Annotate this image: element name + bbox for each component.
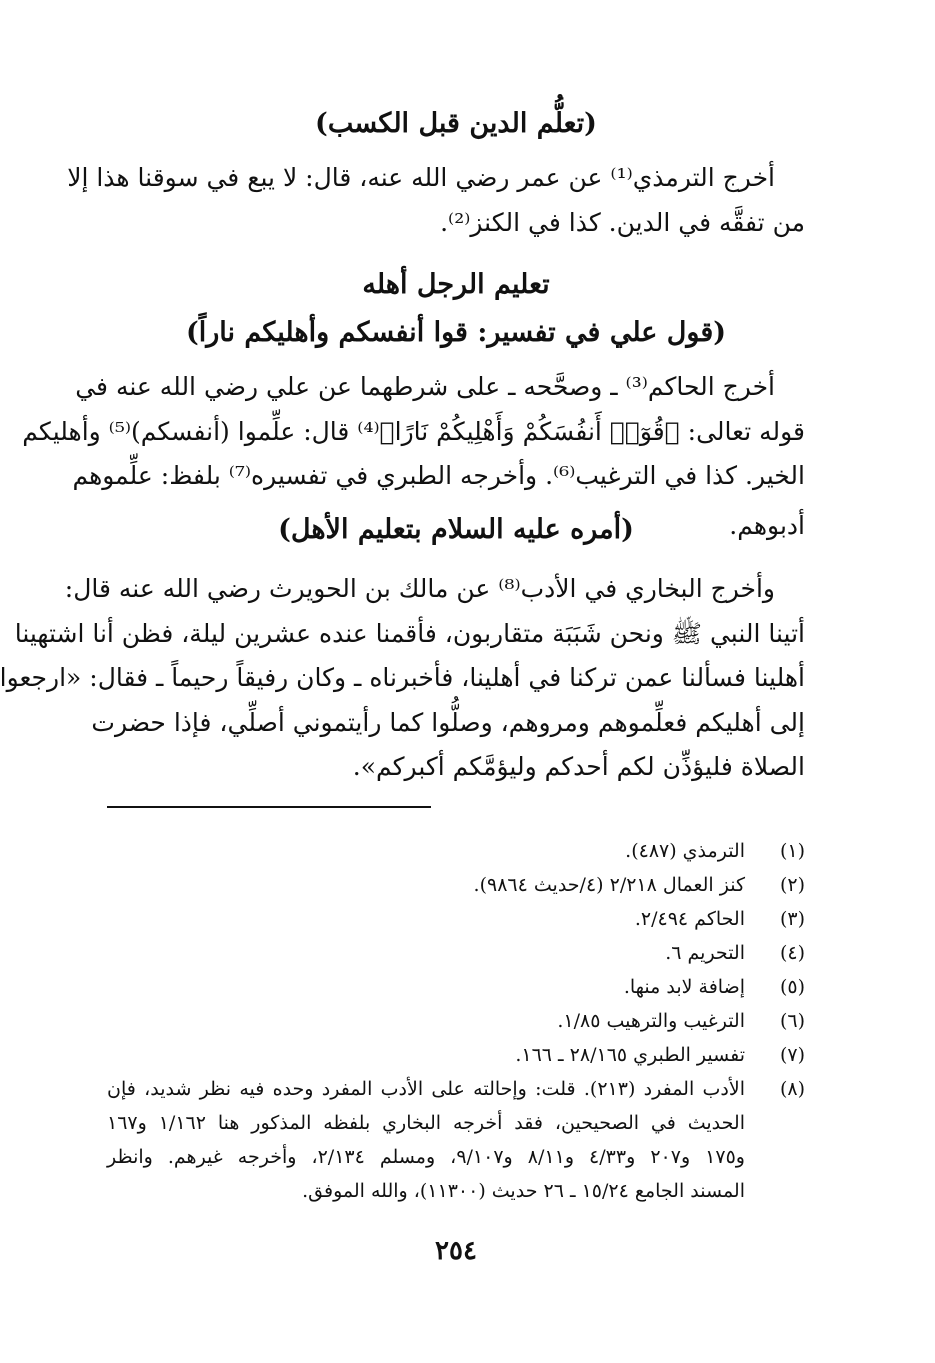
footnote-item <box>107 1072 805 1208</box>
footnote-number: (١) <box>779 840 805 862</box>
paragraph-tirmidhi <box>67 156 805 245</box>
footnote-item <box>107 1038 805 1072</box>
footnote-number: (٨) <box>779 1078 805 1100</box>
footnote-text: الأدب المفرد (٢١٣). قلت: وإحالته على الأدب المفرد وحده فيه نظر شديد، فإن <box>107 1078 745 1100</box>
text-line: أتينا النبي ﷺ ونحن شَبَبَة متقاربون، فأقمنا عنده عشرين ليلة، فظن أنا اشتهينا <box>14 618 805 648</box>
page-number: ٢٥٤ <box>435 1236 477 1266</box>
section-heading-learning-before-earning: (تعلُّم الدين قبل الكسب) <box>315 108 597 139</box>
footnote-separator <box>107 806 431 808</box>
text-line: الخير. كذا في الترغيب⁽⁶⁾. وأخرجه الطبري في تفسيره⁽⁷⁾ بلفظ: علِّموهم <box>72 461 805 490</box>
footnote-number: (٤) <box>779 942 805 964</box>
footnote-number: (٧) <box>779 1044 805 1066</box>
footnote-text: كنز العمال ٢/٢١٨ (٤/حديث ٩٨٦٤). <box>473 874 745 896</box>
footnote-text: إضافة لابد منها. <box>623 976 745 998</box>
footnote-text: الترمذي (٤٨٧). <box>625 840 745 862</box>
text-line: أخرج الترمذي⁽¹⁾ عن عمر رضي الله عنه، قال: لا يبع في سوقنا هذا إلا <box>67 163 775 192</box>
footnote-text: الترغيب والترهيب ١/٨٥. <box>557 1010 745 1032</box>
chapter-heading-teaching-family: تعليم الرجل أهله <box>362 269 550 300</box>
footnote-item <box>107 902 805 936</box>
text-line: أهلينا فسألنا عمن تركنا في أهلينا، فأخبرناه ـ وكان رفيقاً رحيماً ـ فقال: «ارجعوا <box>0 663 805 692</box>
footnote-text: الحاكم ٢/٤٩٤. <box>634 908 745 930</box>
paragraph-tail-with-heading <box>107 504 805 548</box>
footnote-item <box>107 970 805 1004</box>
footnote-number: (٥) <box>779 976 805 998</box>
paragraph-tail-text: أدبوهم. <box>729 511 805 540</box>
section-heading-ali-tafsir: (قول علي في تفسير: قوا أنفسكم وأهليكم ناراً) <box>185 317 727 348</box>
paragraph-hakim <box>22 365 805 499</box>
text-line: أخرج الحاكم⁽³⁾ ـ وصحَّحه ـ على شرطهما عن علي رضي الله عنه في <box>75 372 775 401</box>
section-heading-order-to-teach-family: (أمره عليه السلام بتعليم الأهل) <box>278 514 634 545</box>
text-line: إلى أهليكم فعلِّموهم ومروهم، وصلُّوا كما رأيتموني أصلِّي، فإذا حضرت <box>91 707 805 737</box>
footnote-number: (٢) <box>779 874 805 896</box>
footnote-text: و١٧٥ و٢٠٧ و٤/٣٣ و٨/١١ و٩/١٠٧، ومسلم ٢/١٣٤، وأخرجه غيرهم. وانظر <box>107 1146 745 1168</box>
footnote-number: (٣) <box>779 908 805 930</box>
footnote-number: (٦) <box>779 1010 805 1032</box>
footnotes-list <box>107 834 805 1208</box>
footnote-item <box>107 936 805 970</box>
paragraph-bukhari <box>0 567 805 790</box>
footnote-item <box>107 1004 805 1038</box>
footnote-text: المسند الجامع ١٥/٢٤ ـ ٢٦ حديث (١١٣٠٠)، والله الموفق. <box>302 1180 745 1202</box>
footnote-text: التحريم ٦. <box>665 942 745 964</box>
footnote-text: الحديث في الصحيحين، فقد أخرجه البخاري بلفظه المذكور هنا ١/١٦٢ و١٦٧ <box>107 1112 745 1134</box>
footnote-item <box>107 834 805 868</box>
text-line: من تفقَّه في الدين. كذا في الكنز⁽²⁾. <box>440 207 805 237</box>
text-line: قوله تعالى: ﴿قُوٓا۟ أَنفُسَكُمْ وَأَهْلِيكُمْ نَارًا﴾⁽⁴⁾ قال: علِّموا (أنفسكم)⁽⁵⁾ وأهليكم <box>22 416 805 446</box>
footnote-item <box>107 868 805 902</box>
text-line: وأخرج البخاري في الأدب⁽⁸⁾ عن مالك بن الحويرث رضي الله عنه قال: <box>64 574 775 603</box>
text-line: الصلاة فليؤذِّن لكم أحدكم وليؤمَّكم أكبركم». <box>352 752 805 781</box>
footnote-text: تفسير الطبري ٢٨/١٦٥ ـ ١٦٦. <box>515 1044 745 1066</box>
